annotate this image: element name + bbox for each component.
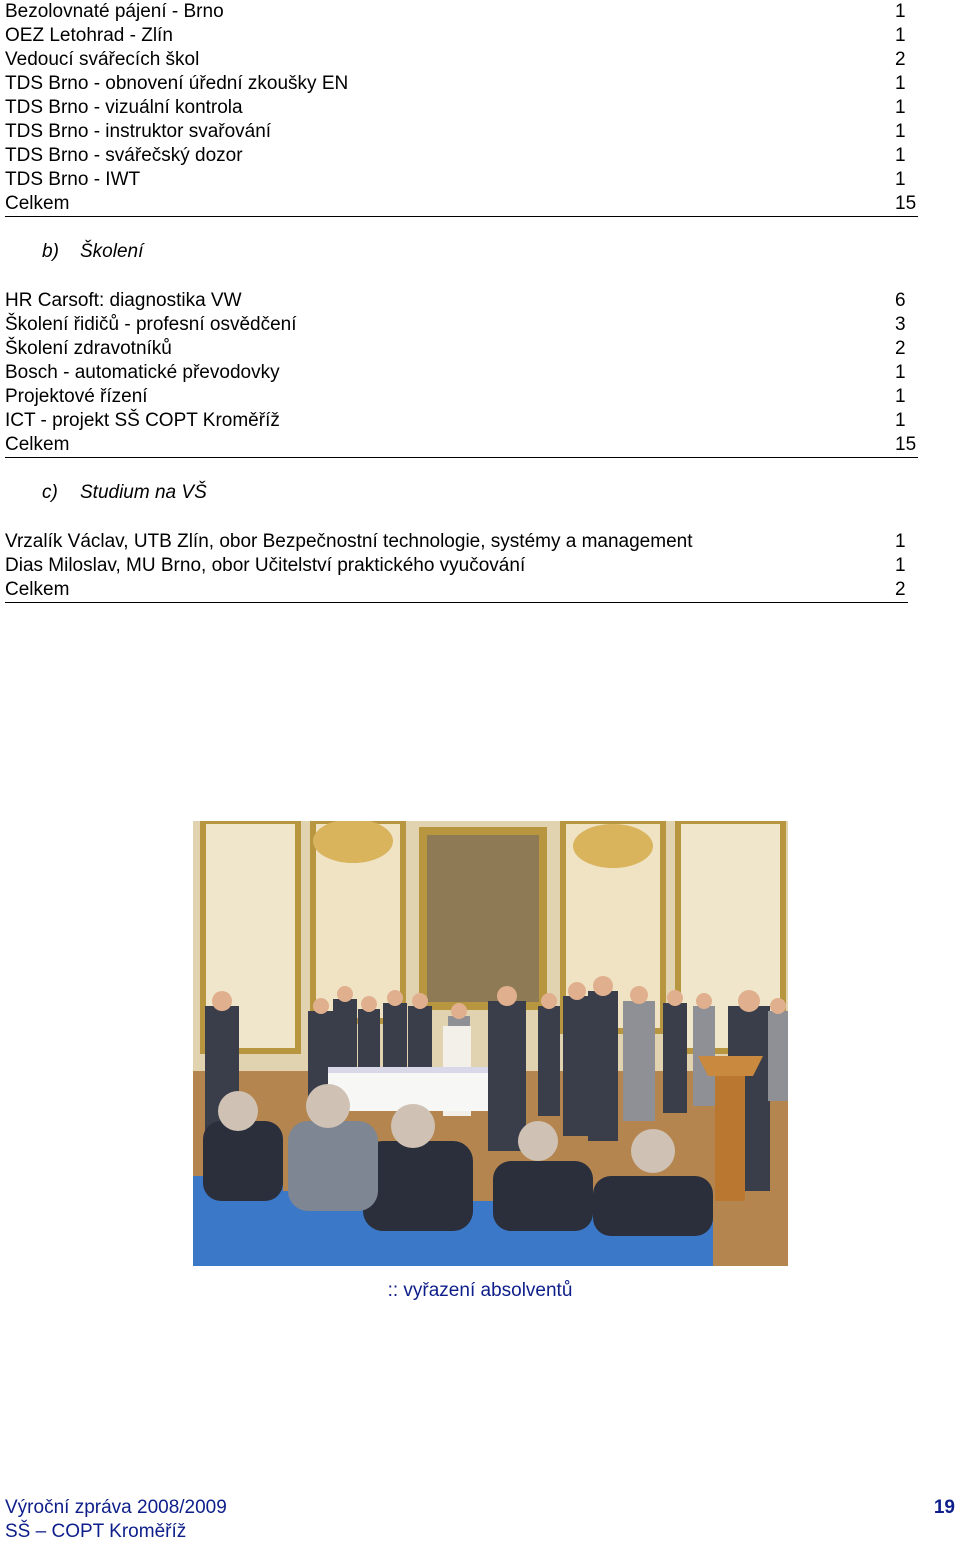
table-row [5, 96, 908, 120]
row-value: 1 [895, 25, 906, 46]
row-label: TDS Brno - vizuální kontrola [5, 97, 243, 118]
table-row [5, 168, 908, 192]
total-value: 15 [895, 434, 917, 455]
table-row [5, 48, 908, 72]
photo-caption: :: vyřazení absolventů [387, 1280, 573, 1301]
table-row [5, 337, 908, 361]
footer-report-title: Výroční zpráva 2008/2009 [5, 1497, 227, 1518]
table-row [5, 24, 908, 48]
section-b-heading [42, 240, 144, 264]
row-value: 3 [895, 314, 906, 335]
row-label: TDS Brno - svářečský dozor [5, 145, 243, 166]
table-row [5, 72, 908, 96]
row-label: HR Carsoft: diagnostika VW [5, 290, 242, 311]
table-row [5, 530, 908, 554]
table-row [5, 120, 908, 144]
footer-school-name: SŠ – COPT Kroměříž [5, 1521, 187, 1542]
row-label: OEZ Letohrad - Zlín [5, 25, 173, 46]
row-label: TDS Brno - IWT [5, 169, 141, 190]
table-row [5, 385, 908, 409]
total-label: Celkem [5, 434, 70, 455]
graduation-photo [193, 821, 788, 1266]
table-row [5, 289, 908, 313]
row-label: Vedoucí svářecích škol [5, 49, 200, 70]
row-label: Školení zdravotníků [5, 338, 172, 359]
total-value: 15 [895, 193, 917, 214]
table-row [5, 409, 908, 433]
section-marker: c) [42, 482, 58, 503]
row-value: 1 [895, 410, 906, 431]
row-label: Bezolovnaté pájení - Brno [5, 1, 224, 22]
row-value: 1 [895, 97, 906, 118]
total-value: 2 [895, 579, 906, 600]
table-row [5, 0, 908, 24]
total-label: Celkem [5, 193, 70, 214]
row-label: TDS Brno - obnovení úřední zkoušky EN [5, 73, 349, 94]
section-marker: b) [42, 241, 59, 262]
total-row [5, 192, 918, 217]
row-value: 1 [895, 386, 906, 407]
row-value: 2 [895, 49, 906, 70]
row-value: 1 [895, 1, 906, 22]
row-value: 1 [895, 362, 906, 383]
row-value: 1 [895, 121, 906, 142]
total-row [5, 433, 918, 458]
page-number: 19 [933, 1497, 955, 1518]
table-row [5, 554, 908, 578]
row-value: 1 [895, 169, 906, 190]
row-label: Školení řidičů - profesní osvědčení [5, 314, 297, 335]
row-value: 6 [895, 290, 906, 311]
section-title: Školení [80, 241, 144, 262]
row-value: 1 [895, 145, 906, 166]
section-title: Studium na VŠ [80, 482, 207, 503]
table-row [5, 313, 908, 337]
row-value: 1 [895, 531, 906, 552]
row-label: Vrzalík Václav, UTB Zlín, obor Bezpečnostní technologie, systémy a management [5, 531, 693, 552]
total-label: Celkem [5, 579, 70, 600]
table-row [5, 361, 908, 385]
row-value: 1 [895, 73, 906, 94]
row-label: Projektové řízení [5, 386, 148, 407]
total-row [5, 578, 908, 603]
row-value: 2 [895, 338, 906, 359]
row-label: Bosch - automatické převodovky [5, 362, 280, 383]
table-row [5, 144, 908, 168]
row-value: 1 [895, 555, 906, 576]
section-c-heading [42, 481, 207, 505]
row-label: Dias Miloslav, MU Brno, obor Učitelství praktického vyučování [5, 555, 526, 576]
row-label: TDS Brno - instruktor svařování [5, 121, 272, 142]
row-label: ICT - projekt SŠ COPT Kroměříž [5, 410, 280, 431]
